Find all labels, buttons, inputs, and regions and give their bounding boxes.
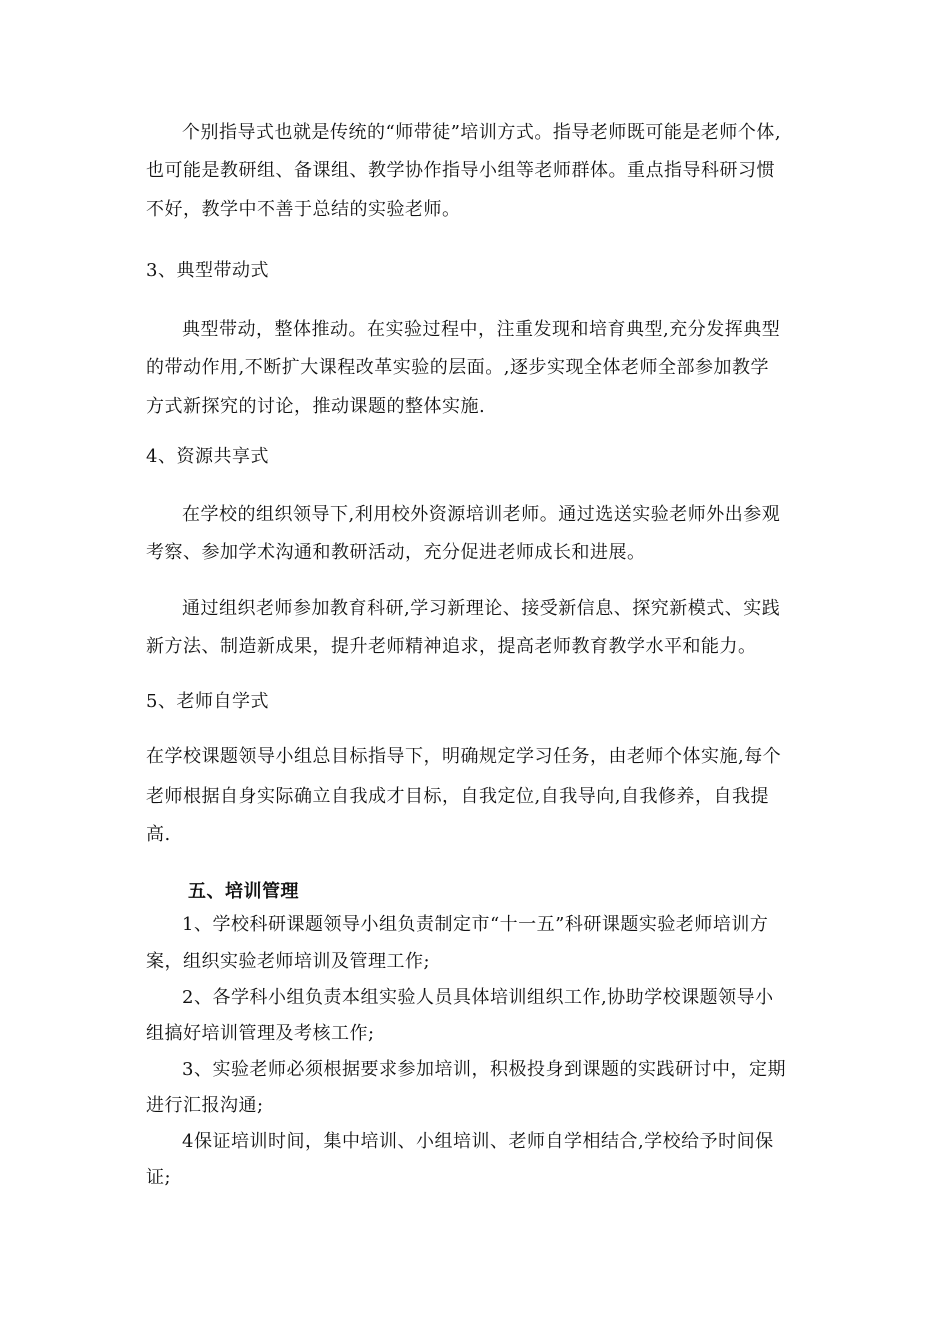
management-item-4-line-1: 4保证培训时间，集中培训、小组培训、老师自学相结合,学校给予时间保 [182, 1131, 774, 1152]
paragraph-typical-driving-line-2: 的带动作用,不断扩大课程改革实验的层面。,逐步实现全体老师全部参加教学 [146, 357, 769, 378]
paragraph-individual-guidance-line-1: 个别指导式也就是传统的“师带徒”培训方式。指导老师既可能是老师个体, [182, 122, 782, 143]
heading-resource-sharing: 4、资源共享式 [146, 446, 269, 467]
section-heading-training-management: 五、培训管理 [188, 881, 299, 902]
management-item-1-line-1: 1、学校科研课题领导小组负责制定市“十一五”科研课题实验老师培训方 [182, 914, 769, 935]
paragraph-research-line-2: 新方法、制造新成果，提升老师精神追求，提高老师教育教学水平和能力。 [146, 636, 757, 657]
paragraph-individual-guidance-line-3: 不好，教学中不善于总结的实验老师。 [146, 199, 461, 220]
paragraph-self-study-line-3: 高. [146, 824, 171, 845]
paragraph-typical-driving-line-3: 方式新探究的讨论，推动课题的整体实施. [146, 396, 486, 417]
management-item-3-line-1: 3、实验老师必须根据要求参加培训，积极投身到课题的实践研讨中，定期 [182, 1059, 786, 1080]
paragraph-resource-sharing-line-2: 考察、参加学术沟通和教研活动，充分促进老师成长和进展。 [146, 542, 646, 563]
management-item-1-line-2: 案，组织实验老师培训及管理工作; [146, 951, 431, 972]
management-item-4-line-2: 证; [146, 1167, 172, 1188]
management-item-2-line-2: 组搞好培训管理及考核工作; [146, 1023, 375, 1044]
paragraph-resource-sharing-line-1: 在学校的组织领导下,利用校外资源培训老师。通过选送实验老师外出参观 [182, 504, 781, 525]
paragraph-research-line-1: 通过组织老师参加教育科研,学习新理论、接受新信息、探究新模式、实践 [182, 598, 781, 619]
paragraph-typical-driving-line-1: 典型带动，整体推动。在实验过程中，注重发现和培育典型,充分发挥典型 [182, 319, 781, 340]
paragraph-individual-guidance-line-2: 也可能是教研组、备课组、教学协作指导小组等老师群体。重点指导科研习惯 [146, 160, 775, 181]
management-item-3-line-2: 进行汇报沟通; [146, 1095, 264, 1116]
paragraph-self-study-line-2: 老师根据自身实际确立自我成才目标，自我定位,自我导向,自我修养，自我提 [146, 786, 769, 807]
management-item-2-line-1: 2、各学科小组负责本组实验人员具体培训组织工作,协助学校课题领导小 [182, 987, 774, 1008]
heading-self-study: 5、老师自学式 [146, 691, 269, 712]
heading-typical-driving: 3、典型带动式 [146, 260, 269, 281]
paragraph-self-study-line-1: 在学校课题领导小组总目标指导下，明确规定学习任务，由老师个体实施,每个 [146, 746, 782, 767]
